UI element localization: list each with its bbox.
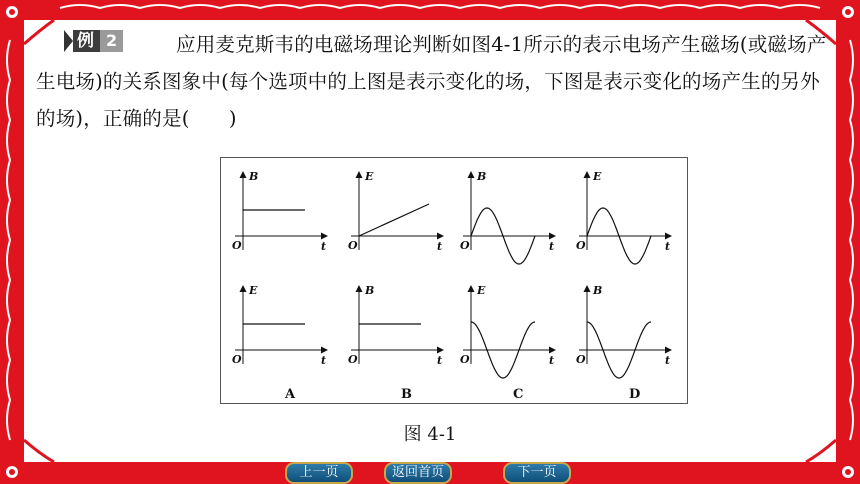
origin-label: O [460, 353, 470, 366]
figure-4-1 [220, 157, 688, 404]
option-label: B [401, 387, 412, 402]
time-label: t [437, 240, 443, 253]
origin-label: O [348, 353, 358, 366]
origin-label: O [232, 239, 242, 252]
next-page-button[interactable]: 下一页 [503, 462, 571, 484]
axis-label: B [477, 170, 487, 183]
axis-label: E [593, 170, 602, 183]
prev-page-button[interactable]: 上一页 [285, 462, 353, 484]
option-label: C [513, 387, 524, 402]
question-text: 应用麦克斯韦的电磁场理论判断如图4-1所示的表示电场产生磁场(或磁场产生电场)的关系图象中(每个选项中的上图是表示变化的场，下图是表示变化的场产生的另外的场)，正确的是( ) [36, 33, 827, 130]
example-number: 2 [100, 30, 123, 52]
time-label: t [665, 354, 671, 367]
axis-label: B [249, 170, 259, 183]
origin-label: O [348, 239, 358, 252]
field-graphs [221, 158, 687, 403]
option-label: A [285, 387, 296, 402]
axis-label: E [477, 284, 486, 297]
time-label: t [321, 354, 327, 367]
axis-label: E [365, 170, 374, 183]
time-label: t [549, 354, 555, 367]
origin-label: O [576, 353, 586, 366]
example-label: 例 [73, 30, 100, 52]
option-label: D [629, 387, 641, 402]
time-label: t [321, 240, 327, 253]
time-label: t [665, 240, 671, 253]
time-label: t [549, 240, 555, 253]
axis-label: E [249, 284, 258, 297]
axis-label: B [365, 284, 375, 297]
field-curve [359, 204, 429, 236]
origin-label: O [232, 353, 242, 366]
axis-label: B [593, 284, 603, 297]
time-label: t [437, 354, 443, 367]
figure-caption: 图 4-1 [403, 424, 457, 445]
origin-label: O [576, 239, 586, 252]
origin-label: O [460, 239, 470, 252]
home-button[interactable]: 返回首页 [384, 462, 452, 484]
